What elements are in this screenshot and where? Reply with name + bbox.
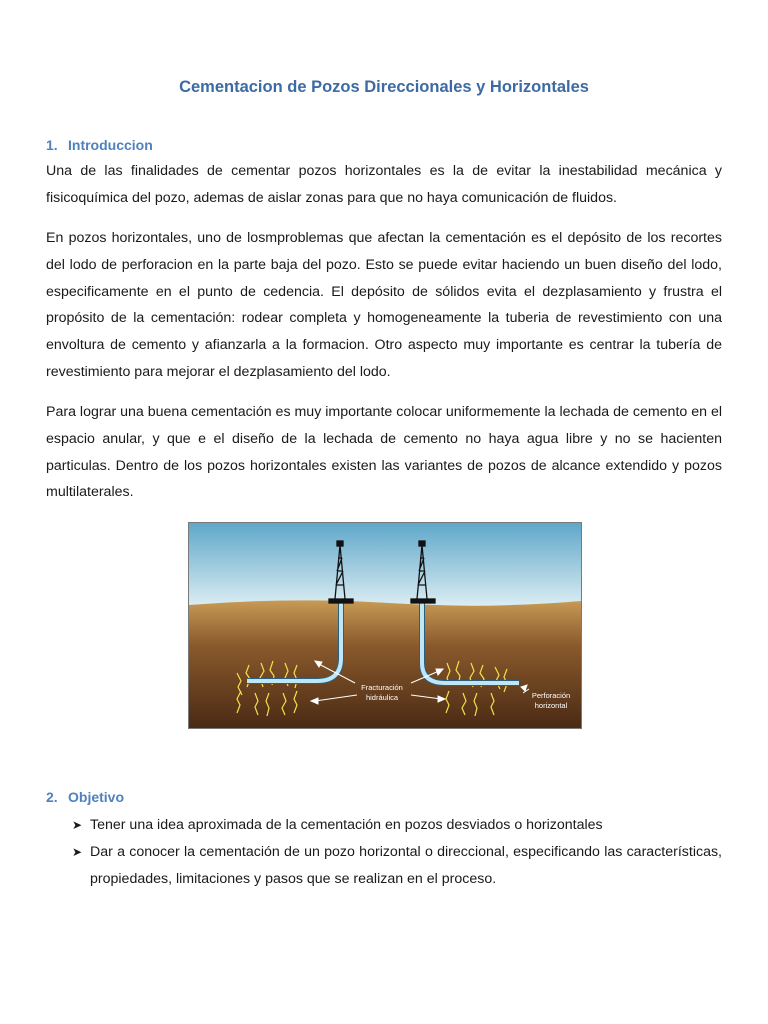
arrowhead-bullet-icon: ➤ — [72, 818, 83, 832]
arrowhead-bullet-icon: ➤ — [72, 844, 83, 859]
section-number: 2. — [46, 789, 58, 805]
section-heading-text: Objetivo — [68, 789, 125, 805]
objective-bullet-list — [72, 812, 722, 892]
horizontal-well-illustration — [188, 522, 582, 729]
list-item-text: Dar a conocer la cementación de un pozo horizontal o direccional, especificando las características, propiedades, limitaciones y pasos que se realizan en el proceso. — [90, 843, 722, 887]
label-drilling-line1: Perforación — [531, 691, 571, 700]
intro-paragraph-1: Una de las finalidades de cementar pozos horizontales es la de evitar la inestabilidad mecánica y fisicoquímica del pozo, ademas de aislar zonas para que no haya comunicación de fluidos. — [46, 163, 722, 206]
section-number: 1. — [46, 137, 58, 153]
list-item-text: Tener una idea aproximada de la cementación en pozos desviados o horizontales — [90, 817, 603, 833]
label-fracturing-line1: Fracturación — [361, 683, 403, 692]
intro-paragraph-3: Para lograr una buena cementación es muy importante colocar uniformemente la lechada de cemento en el espacio anular, y que e el diseño de la lechada de cemento no haya agua libre y no se hacienten particulas. Dentro de los pozos horizontales existen las variantes de pozos de alcance extendido y pozos multilaterales. — [46, 404, 722, 501]
document-title: Cementacion de Pozos Direccionales y Horizontales — [179, 78, 589, 96]
section-heading-objetivo — [46, 789, 124, 805]
list-item — [72, 839, 722, 893]
label-drilling-line2: horizontal — [534, 701, 568, 710]
section-heading-text: Introduccion — [68, 137, 153, 153]
label-fracturing-line2: hidráulica — [365, 693, 399, 702]
intro-paragraph-2: En pozos horizontales, uno de losmproblemas que afectan la cementación es el depósito de los recortes del lodo de perforacion en la parte baja del pozo. Esto se puede evitar haciendo un buen diseño del lodo, especificamente en el punto de cedencia. El depósito de sólidos evita el dezplasamiento y frustra el propósito de la cementación: rodear completa y homogeneamente la tuberia de revestimiento con una envoltura de cemento y afianzarla a la formacion. Otro aspecto muy importante es centrar la tubería de revestimiento para mejorar el dezplasamiento del lodo. — [46, 230, 722, 380]
list-item — [72, 812, 722, 839]
section-heading-introduccion — [46, 137, 153, 153]
